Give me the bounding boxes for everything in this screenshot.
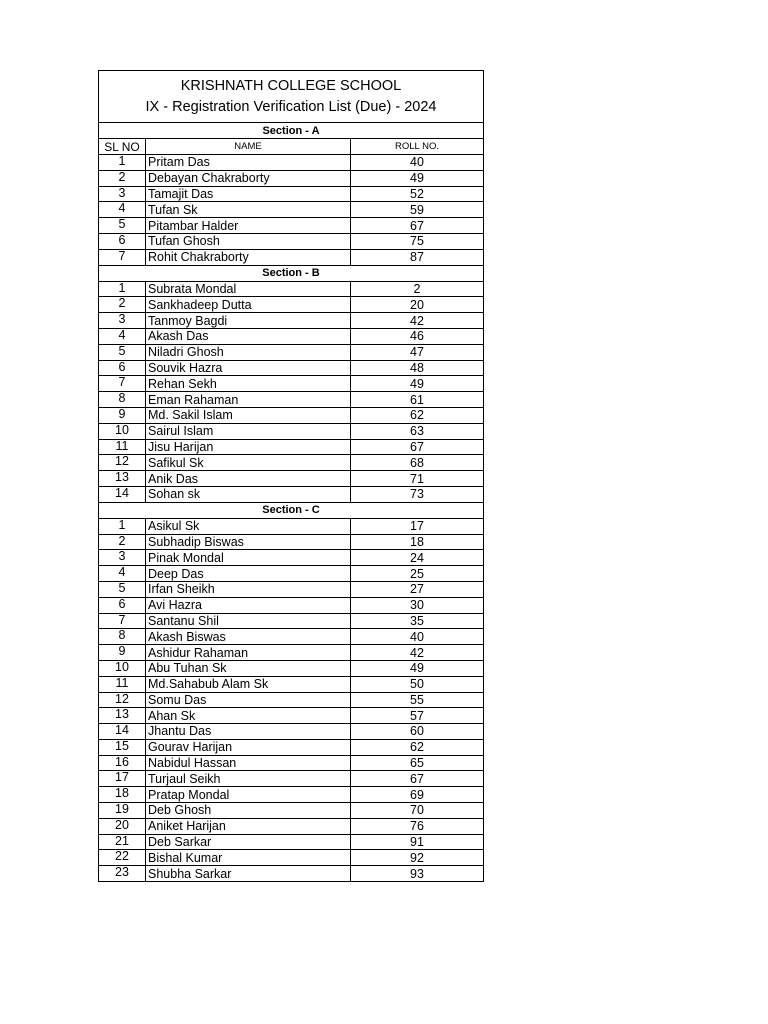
student-name-cell: Deep Das (146, 566, 351, 582)
sl-no-cell: 5 (99, 344, 146, 360)
roll-no-cell: 20 (351, 297, 484, 313)
roll-no-cell: 55 (351, 692, 484, 708)
table-row (99, 834, 484, 850)
table-row (99, 423, 484, 439)
roll-no-cell: 48 (351, 360, 484, 376)
sl-no-cell: 20 (99, 818, 146, 834)
table-row (99, 407, 484, 423)
sl-no-cell: 6 (99, 233, 146, 249)
student-name-cell: Akash Das (146, 328, 351, 344)
table-body (99, 71, 484, 882)
roll-no-cell: 42 (351, 313, 484, 329)
sl-no-cell: 6 (99, 360, 146, 376)
roll-no-cell: 71 (351, 471, 484, 487)
roll-no-cell: 24 (351, 550, 484, 566)
table-row (99, 803, 484, 819)
table-row (99, 739, 484, 755)
roll-no-cell: 42 (351, 645, 484, 661)
student-name-cell: Pitambar Halder (146, 218, 351, 234)
title-row (99, 71, 484, 123)
roll-no-cell: 67 (351, 218, 484, 234)
table-row (99, 486, 484, 502)
roll-no-cell: 67 (351, 439, 484, 455)
sl-no-cell: 3 (99, 313, 146, 329)
student-name-cell: Tufan Sk (146, 202, 351, 218)
roll-no-cell: 49 (351, 170, 484, 186)
roll-no-cell: 70 (351, 803, 484, 819)
student-name-cell: Asikul Sk (146, 518, 351, 534)
roll-no-cell: 75 (351, 233, 484, 249)
roll-no-cell: 49 (351, 660, 484, 676)
sl-no-cell: 1 (99, 518, 146, 534)
table-row (99, 660, 484, 676)
roll-no-cell: 63 (351, 423, 484, 439)
sl-no-cell: 22 (99, 850, 146, 866)
table-row (99, 233, 484, 249)
student-name-cell: Deb Sarkar (146, 834, 351, 850)
sl-no-cell: 4 (99, 202, 146, 218)
school-name: KRISHNATH COLLEGE SCHOOL (180, 77, 402, 94)
student-name-cell: Subrata Mondal (146, 281, 351, 297)
roll-no-cell: 30 (351, 597, 484, 613)
roll-no-cell: 60 (351, 724, 484, 740)
roll-no-header: ROLL NO. (351, 139, 484, 155)
roll-no-cell: 40 (351, 155, 484, 171)
sl-no-cell: 8 (99, 392, 146, 408)
section-header-row (99, 265, 484, 281)
table-row (99, 328, 484, 344)
sl-no-cell: 12 (99, 455, 146, 471)
sl-no-cell: 3 (99, 550, 146, 566)
roll-no-cell: 49 (351, 376, 484, 392)
roll-no-cell: 93 (351, 866, 484, 882)
roll-no-cell: 67 (351, 771, 484, 787)
student-name-cell: Akash Biswas (146, 629, 351, 645)
sl-no-cell: 16 (99, 755, 146, 771)
sl-no-cell: 9 (99, 407, 146, 423)
roll-no-cell: 40 (351, 629, 484, 645)
roll-no-cell: 50 (351, 676, 484, 692)
column-header-row (99, 139, 484, 155)
list-title: IX - Registration Verification List (Due) - 2024 (145, 98, 437, 115)
roll-no-cell: 73 (351, 486, 484, 502)
table-row (99, 771, 484, 787)
section-header-row (99, 123, 484, 139)
table-row (99, 455, 484, 471)
roll-no-cell: 25 (351, 566, 484, 582)
roll-no-cell: 61 (351, 392, 484, 408)
table-row (99, 708, 484, 724)
table-row (99, 202, 484, 218)
sl-no-cell: 7 (99, 376, 146, 392)
student-name-cell: Eman Rahaman (146, 392, 351, 408)
sl-no-cell: 18 (99, 787, 146, 803)
sl-no-cell: 23 (99, 866, 146, 882)
sl-no-cell: 10 (99, 423, 146, 439)
table-row (99, 218, 484, 234)
table-row (99, 170, 484, 186)
student-name-cell: Ahan Sk (146, 708, 351, 724)
student-name-cell: Anik Das (146, 471, 351, 487)
table-row (99, 645, 484, 661)
sl-no-cell: 12 (99, 692, 146, 708)
student-name-cell: Niladri Ghosh (146, 344, 351, 360)
table-row (99, 581, 484, 597)
student-name-cell: Abu Tuhan Sk (146, 660, 351, 676)
sl-no-cell: 4 (99, 328, 146, 344)
student-name-cell: Pritam Das (146, 155, 351, 171)
table-row (99, 755, 484, 771)
roll-no-cell: 62 (351, 739, 484, 755)
table-row (99, 518, 484, 534)
sl-no-cell: 5 (99, 218, 146, 234)
student-name-cell: Sankhadeep Dutta (146, 297, 351, 313)
roll-no-cell: 35 (351, 613, 484, 629)
table-row (99, 249, 484, 265)
table-row (99, 281, 484, 297)
roll-no-cell: 57 (351, 708, 484, 724)
table-row (99, 186, 484, 202)
roll-no-cell: 69 (351, 787, 484, 803)
student-name-cell: Santanu Shil (146, 613, 351, 629)
roll-no-cell: 46 (351, 328, 484, 344)
sl-no-cell: 7 (99, 249, 146, 265)
roll-no-cell: 62 (351, 407, 484, 423)
student-name-cell: Debayan Chakraborty (146, 170, 351, 186)
roll-no-cell: 59 (351, 202, 484, 218)
section-title: Section - B (99, 265, 484, 281)
table-row (99, 566, 484, 582)
sl-no-cell: 14 (99, 486, 146, 502)
sl-no-cell: 11 (99, 439, 146, 455)
sl-no-cell: 13 (99, 471, 146, 487)
student-name-cell: Subhadip Biswas (146, 534, 351, 550)
roll-no-cell: 92 (351, 850, 484, 866)
table-row (99, 850, 484, 866)
table-row (99, 550, 484, 566)
sl-no-cell: 2 (99, 534, 146, 550)
table-row (99, 818, 484, 834)
student-name-cell: Avi Hazra (146, 597, 351, 613)
roll-no-cell: 87 (351, 249, 484, 265)
student-name-cell: Ashidur Rahaman (146, 645, 351, 661)
student-name-cell: Somu Das (146, 692, 351, 708)
student-name-cell: Nabidul Hassan (146, 755, 351, 771)
table-row (99, 376, 484, 392)
sl-no-cell: 13 (99, 708, 146, 724)
roll-no-cell: 76 (351, 818, 484, 834)
table-row (99, 676, 484, 692)
sl-no-cell: 19 (99, 803, 146, 819)
sl-no-cell: 6 (99, 597, 146, 613)
sl-no-cell: 2 (99, 297, 146, 313)
sl-no-cell: 1 (99, 281, 146, 297)
student-name-cell: Bishal Kumar (146, 850, 351, 866)
student-name-cell: Pinak Mondal (146, 550, 351, 566)
registration-verification-table (98, 70, 484, 882)
roll-no-cell: 91 (351, 834, 484, 850)
sl-no-cell: 9 (99, 645, 146, 661)
sl-no-cell: 17 (99, 771, 146, 787)
student-name-cell: Tamajit Das (146, 186, 351, 202)
student-name-cell: Turjaul Seikh (146, 771, 351, 787)
table-row (99, 629, 484, 645)
sl-no-cell: 11 (99, 676, 146, 692)
sl-no-cell: 1 (99, 155, 146, 171)
student-name-cell: Tufan Ghosh (146, 233, 351, 249)
sl-no-header: SL NO (99, 139, 146, 155)
student-name-cell: Gourav Harijan (146, 739, 351, 755)
student-name-cell: Souvik Hazra (146, 360, 351, 376)
name-header: NAME (146, 139, 351, 155)
sl-no-cell: 10 (99, 660, 146, 676)
student-name-cell: Sohan sk (146, 486, 351, 502)
student-name-cell: Rohit Chakraborty (146, 249, 351, 265)
sl-no-cell: 2 (99, 170, 146, 186)
table-row (99, 787, 484, 803)
roll-no-cell: 68 (351, 455, 484, 471)
sl-no-cell: 15 (99, 739, 146, 755)
title-cell (99, 71, 484, 123)
table-row (99, 297, 484, 313)
sl-no-cell: 4 (99, 566, 146, 582)
student-name-cell: Pratap Mondal (146, 787, 351, 803)
table-row (99, 392, 484, 408)
table-row (99, 534, 484, 550)
sl-no-cell: 5 (99, 581, 146, 597)
student-name-cell: Jhantu Das (146, 724, 351, 740)
student-name-cell: Aniket Harijan (146, 818, 351, 834)
section-title: Section - C (99, 502, 484, 518)
student-name-cell: Irfan Sheikh (146, 581, 351, 597)
table-row (99, 471, 484, 487)
roll-no-cell: 47 (351, 344, 484, 360)
student-name-cell: Safikul Sk (146, 455, 351, 471)
table-row (99, 360, 484, 376)
section-title: Section - A (99, 123, 484, 139)
table-row (99, 866, 484, 882)
sl-no-cell: 21 (99, 834, 146, 850)
table-row (99, 597, 484, 613)
table-row (99, 439, 484, 455)
student-name-cell: Md. Sakil Islam (146, 407, 351, 423)
student-name-cell: Jisu Harijan (146, 439, 351, 455)
student-name-cell: Deb Ghosh (146, 803, 351, 819)
table-row (99, 692, 484, 708)
roll-no-cell: 18 (351, 534, 484, 550)
roll-no-cell: 27 (351, 581, 484, 597)
sl-no-cell: 7 (99, 613, 146, 629)
table-row (99, 613, 484, 629)
table-row (99, 313, 484, 329)
student-name-cell: Rehan Sekh (146, 376, 351, 392)
sl-no-cell: 14 (99, 724, 146, 740)
roll-no-cell: 52 (351, 186, 484, 202)
student-name-cell: Tanmoy Bagdi (146, 313, 351, 329)
student-name-cell: Shubha Sarkar (146, 866, 351, 882)
table-row (99, 155, 484, 171)
sl-no-cell: 8 (99, 629, 146, 645)
roll-no-cell: 65 (351, 755, 484, 771)
table-row (99, 724, 484, 740)
roll-no-cell: 17 (351, 518, 484, 534)
table-row (99, 344, 484, 360)
student-name-cell: Sairul Islam (146, 423, 351, 439)
student-name-cell: Md.Sahabub Alam Sk (146, 676, 351, 692)
roll-no-cell: 2 (351, 281, 484, 297)
section-header-row (99, 502, 484, 518)
sl-no-cell: 3 (99, 186, 146, 202)
